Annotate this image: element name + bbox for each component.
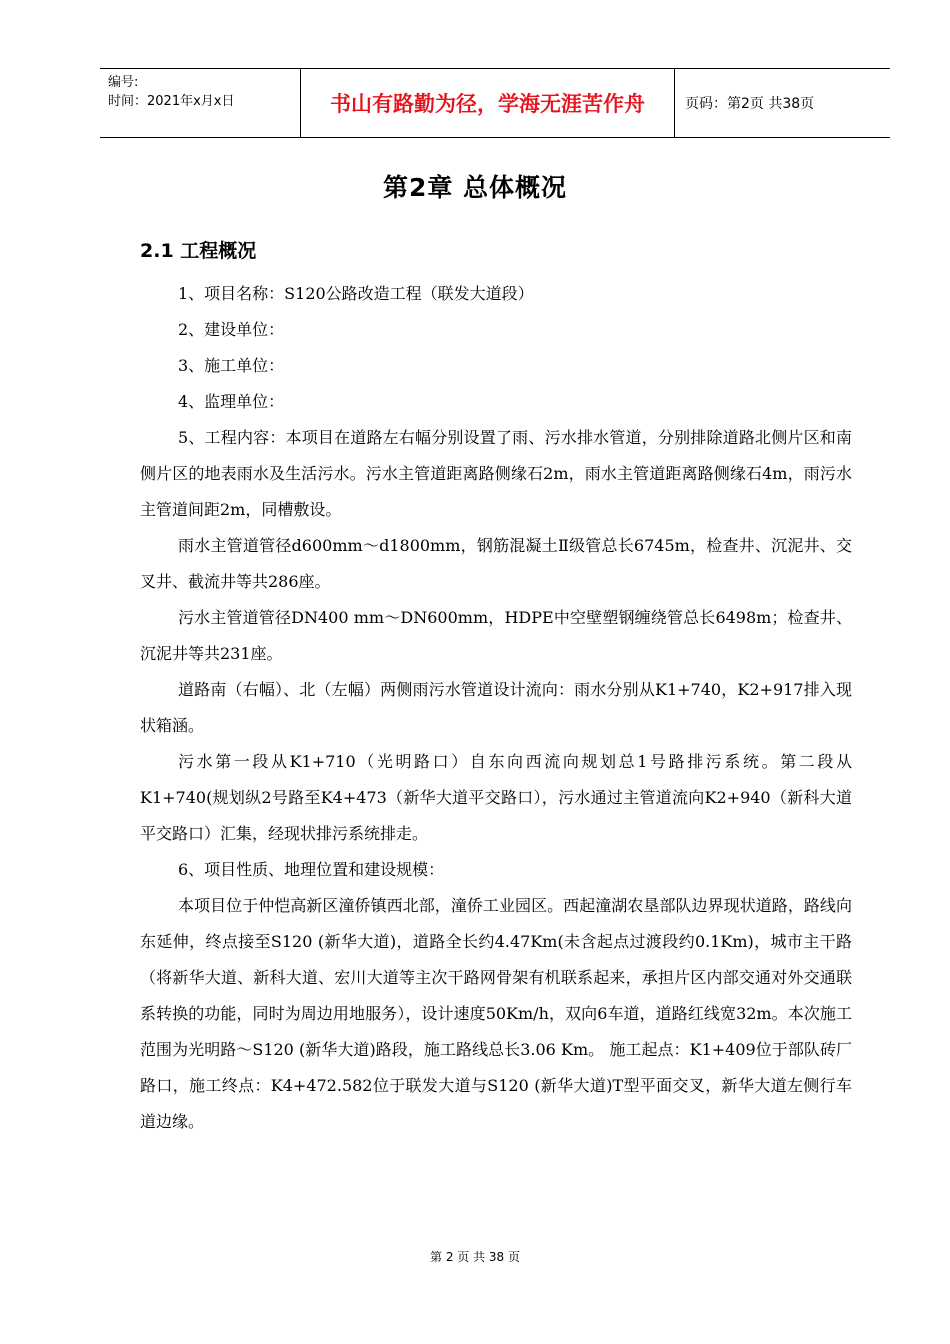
paragraph-project-name: 1、项目名称：S120公路改造工程（联发大道段） (178, 284, 534, 303)
paragraph-rain-pipe: 雨水主管道管径d600mm～d1800mm，钢筋混凝土Ⅱ级管总长6745m，检查井、沉泥井、交叉井、截流井等共286座。 (140, 536, 852, 591)
paragraph-supervision-unit: 4、监理单位： (178, 392, 285, 411)
header-page-info: 页码：第2页 共38页 (685, 96, 815, 112)
document-number-label: 编号: (108, 75, 139, 90)
header-motto: 书山有路勤为径，学海无涯苦作舟 (301, 69, 675, 137)
paragraph-project-content: 5、工程内容：本项目在道路左右幅分别设置了雨、污水排水管道，分别排除道路北侧片区和南侧片区的地表雨水及生活污水。污水主管道距离路侧缘石2m，雨水主管道距离路侧缘石4m，雨污水主管道间距2m，同槽敷设。 (140, 428, 852, 519)
paragraph-project-nature-heading: 6、项目性质、地理位置和建设规模： (178, 860, 445, 879)
page-footer: 第 2 页 共 38 页 (430, 1250, 520, 1264)
section-title: 2.1 工程概况 (140, 240, 257, 262)
header-meta-cell (100, 69, 301, 137)
paragraph-sewage-sections: 污水第一段从K1+710（光明路口）自东向西流向规划总1号路排污系统。第二段从K1+740(规划纵2号路至K4+473（新华大道平交路口），污水通过主管道流向K2+940（新科大道平交路口）汇集，经现状排污系统排走。 (140, 752, 852, 843)
chapter-title: 第2章 总体概况 (382, 173, 568, 202)
paragraph-flow-direction: 道路南（右幅）、北（左幅）两侧雨污水管道设计流向：雨水分别从K1+740，K2+917排入现状箱涵。 (140, 680, 852, 735)
paragraph-project-location: 本项目位于仲恺高新区潼侨镇西北部，潼侨工业园区。西起潼湖农垦部队边界现状道路，路线向东延伸，终点接至S120 (新华大道)，道路全长约4.47Km(未含起点过渡段约0.1Km)，城市主干路（将新华大道、新科大道、宏川大道等主次干路网骨架有机联系起来，承担片区内部交通对外交通联系转换的功能，同时为周边用地服务），设计速度50Km/h，双向6车道，道路红线宽32m。本次施工范围为光明路～S120 (新华大道)路段，施工路线总长3.06 Km。 施工起点：K1+409位于部队砖厂路口，施工终点：K4+472.582位于联发大道与S120 (新华大道)T型平面交叉，新华大道左侧行车道边缘。 (140, 896, 852, 1131)
body-text (140, 276, 852, 1140)
paragraph-sewage-pipe: 污水主管道管径DN400 mm～DN600mm，HDPE中空壁塑钢缠绕管总长6498m；检查井、沉泥井等共231座。 (140, 608, 852, 663)
paragraph-construction-unit: 2、建设单位： (178, 320, 285, 339)
paragraph-builder-unit: 3、施工单位： (178, 356, 285, 375)
document-time-label: 时间：2021年x月x日 (108, 94, 235, 109)
page-header-table (100, 68, 890, 138)
